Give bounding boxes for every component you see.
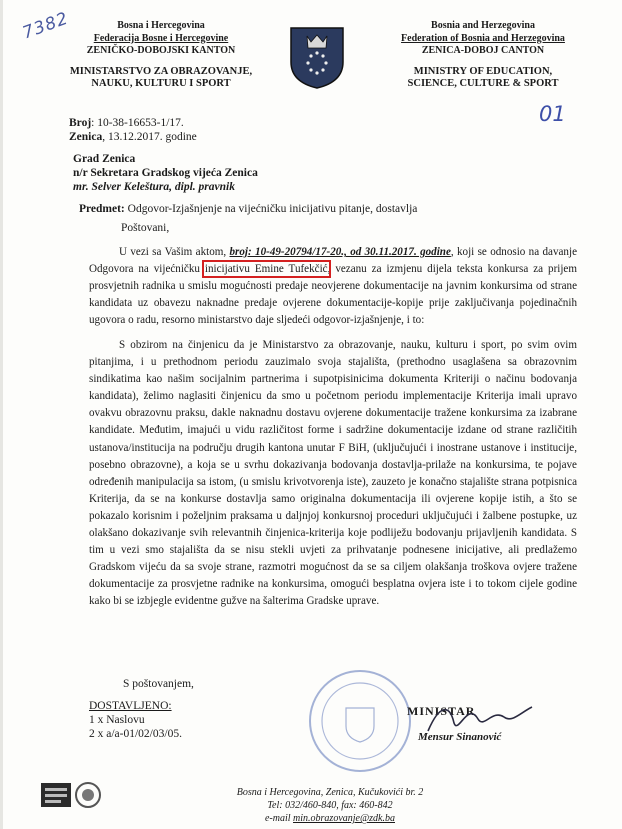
- highlighted-initiative: inicijativu Emine Tufekčić: [204, 263, 328, 276]
- header-left-country: Bosna i Hercegovina: [117, 20, 205, 31]
- header-right-country: Bosnia and Herzegovina: [431, 20, 535, 31]
- header-right-ministry-line2: SCIENCE, CULTURE & SPORT: [407, 78, 559, 89]
- handwritten-mark: 01: [539, 102, 566, 126]
- footer-email-label: e-mail: [264, 813, 294, 824]
- distribution-title: DOSTAVLJENO:: [89, 700, 172, 712]
- footer-email-address[interactable]: min.obrazovanje@zdk.ba: [293, 813, 395, 824]
- letter-body: [89, 244, 577, 610]
- body-p1-mid: , koji se odnosio na davanje Odgovora na vijećničku: [89, 246, 577, 276]
- header-right-canton: ZENICA-DOBOJ CANTON: [421, 45, 545, 56]
- distribution-block: [89, 699, 182, 741]
- body-paragraph-2: S obzirom na činjenicu da je Ministarstvo za obrazovanje, nauku, kulturu i sport, po svim ovim pitanjima, i u prethodnom periodu zauzimalo svoja stajališta, (prethodno usaglašena sa obrazovnim sindikatima kao našim socijalnim partnerima i supotpisinicima dokumenta Kriteriji o načinu bodovanja kandidata), želimo naglasiti činjenicu da smo u početnom periodu implementacije Kriterija imali upravo ovakvu obrazovnu praksu, dakle naknadnu dostavu ovjerene dokumentacije tražene konkursima za izabrane kandidate. Međutim, imajući u vidu različitost forme i sadržine dokumentacije izdane od strane različitih ustanova/institucija na području drugih kantona unutar F BiH, (uključujući i inostrane ustanove i institucije, posebno obrazovne), a koja se u svrhu dokazivanja bodovanja dostavlja-prilaže na konkursima, te pojave određenih manipulacija sa istom, (u smislu krivotvorenja iste), zauzeto je konačno stajalište strana potpisnica Kriterija, da se na konkurse dostavlja samo originalna dokumentacija ili ovjerene kopije istih, a što se pokazalo korisnim i poželjnim praksama u daljnjoj konkursnoj proceduri uključujući i žalbene postupke, uz olakšano dokazivanje svih relevantnih činjenica-kriterija koje podliježu bodovanju prijavljenih kandidata. S tim u vezi smo stajališta da se nisu stekli uvjeti za prihvatanje podnesene inicijative, ali predlažemo Gradskom vijeću da sa svoje strane, razmotri mogućnost da se sa ciljem olakšanja troškova ovjere tražene dokumentacije za prosvjetne radnike na konkursima, omogući besplatna ovjera iste i to tokom cijele godine kako bi se izbjegle evidentne gužve na šalterima Gradske uprave.: [89, 339, 577, 607]
- subject-label: Predmet:: [79, 203, 125, 215]
- reference-place: Zenica: [69, 131, 103, 143]
- body-paragraph-1: [89, 244, 577, 329]
- footer-email: [180, 812, 480, 825]
- header-left-ministry: [46, 66, 276, 91]
- footer: [180, 786, 480, 825]
- header-right-ministry-line1: MINISTRY OF EDUCATION,: [413, 65, 553, 77]
- header-right-federation: Federation of Bosnia and Herzegovina: [401, 32, 565, 44]
- canton-crest-icon: [289, 26, 345, 90]
- page-edge: [0, 0, 3, 829]
- broj-value: : 10-38-16653-1/17.: [91, 117, 184, 129]
- recipient-line2: n/r Sekretara Gradskog vijeća Zenica: [73, 167, 258, 179]
- reference-date-text: , 13.12.2017. godine: [102, 131, 197, 143]
- header-right: [378, 20, 588, 91]
- signatory-title: MINISTAR: [407, 704, 476, 718]
- broj-label: Broj: [69, 117, 92, 129]
- reference-date: [69, 130, 197, 144]
- signatory-name: Mensur Sinanović: [418, 731, 502, 743]
- body-p1-end: , vezanu za izmjenu dijela teksta konkursa za prijem prosvjetnih radnika u smislu mogućnosti predaje neovjerene dokumentacije na javnim konkursima od strane kandidata uz obavezu naknadne predaje ovjerene dokumentacije-kopije prije zaključivanja pojedinačnih ugovora o radu, resorno ministarstvo daje sljedeći odgovor-izjašnjenje, i to:: [89, 263, 577, 327]
- distribution-line1: 1 x Naslovu: [89, 714, 145, 726]
- referenced-act-number: broj: 10-49-20794/17-20., od 30.11.2017. godine: [229, 246, 451, 258]
- subject-line: [79, 203, 417, 215]
- certification-logo-icon: [40, 780, 104, 810]
- footer-phone: Tel: 032/460-840, fax: 460-842: [267, 800, 393, 811]
- subject-text: Odgovor-Izjašnjenje na vijećničku inicijativu pitanje, dostavlja: [124, 203, 418, 215]
- closing: S poštovanjem,: [123, 678, 194, 690]
- reference-number: [69, 116, 197, 130]
- recipient-line3: mr. Selver Keleštura, dipl. pravnik: [73, 181, 235, 193]
- distribution-line2: 2 x a/a-01/02/03/05.: [89, 728, 182, 740]
- greeting: Poštovani,: [121, 222, 170, 234]
- header-right-ministry: [378, 66, 588, 91]
- header-left-ministry-line1: MINISTARSTVO ZA OBRAZOVANJE,: [69, 65, 253, 77]
- recipient-block: [73, 152, 258, 194]
- header-left-canton: ZENIČKO-DOBOJSKI KANTON: [86, 45, 236, 56]
- header-left-federation: Federacija Bosne i Hercegovine: [93, 32, 229, 44]
- reference-block: [69, 116, 197, 144]
- recipient-line1: Grad Zenica: [73, 153, 136, 165]
- official-stamp-icon: [305, 666, 415, 776]
- header-left-ministry-line2: NAUKU, KULTURU I SPORT: [91, 78, 231, 89]
- footer-address: Bosna i Hercegovina, Zenica, Kučukovići br. 2: [236, 787, 424, 798]
- handwritten-number: 7382: [20, 8, 72, 44]
- header-left: [46, 20, 276, 91]
- body-p1-start: U vezi sa Vašim aktom,: [119, 246, 230, 258]
